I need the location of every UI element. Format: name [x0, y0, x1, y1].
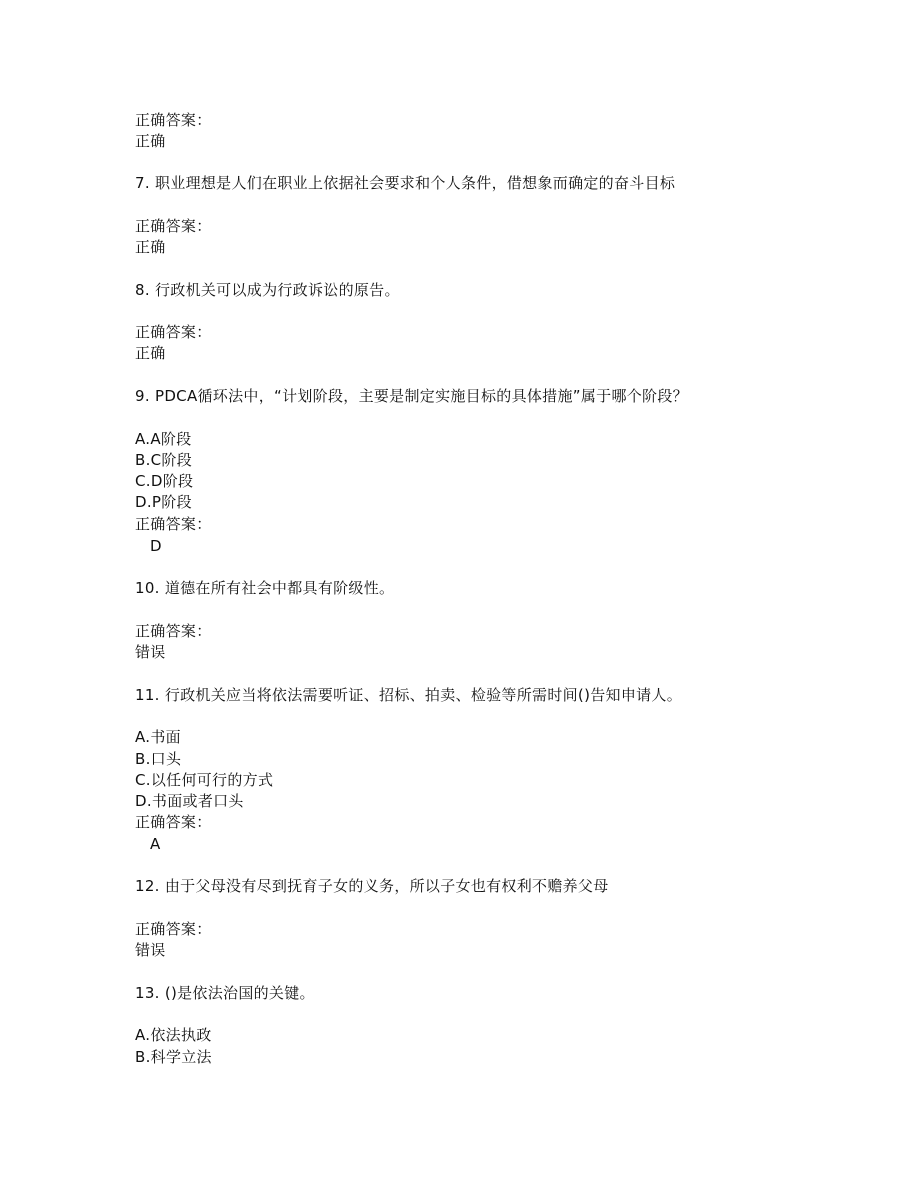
answer-label: 正确答案：	[135, 920, 212, 938]
answer-value: 正确	[135, 344, 166, 362]
question-7: 7. 职业理想是人们在职业上依据社会要求和个人条件，借想象而确定的奋斗目标	[135, 174, 676, 192]
answer-label: 正确答案：	[135, 622, 212, 640]
option-b: B.口头	[135, 750, 182, 768]
answer-value: 错误	[135, 941, 166, 959]
question-8: 8. 行政机关可以成为行政诉讼的原告。	[135, 281, 400, 299]
question-9: 9. PDCA循环法中，“计划阶段，主要是制定实施目标的具体措施”属于哪个阶段？	[135, 387, 688, 405]
answer-value: 正确	[135, 238, 166, 256]
answer-value: 错误	[135, 643, 166, 661]
answer-label: 正确答案：	[135, 217, 212, 235]
option-c: C.以任何可行的方式	[135, 771, 274, 789]
question-10: 10. 道德在所有社会中都具有阶级性。	[135, 579, 395, 597]
answer-label: 正确答案：	[135, 515, 212, 533]
answer-label: 正确答案：	[135, 323, 212, 341]
answer-value: D	[150, 537, 162, 555]
question-11: 11. 行政机关应当将依法需要听证、招标、拍卖、检验等所需时间()告知申请人。	[135, 686, 683, 704]
option-a: A.书面	[135, 728, 181, 746]
option-a: A.A阶段	[135, 430, 192, 448]
option-d: D.书面或者口头	[135, 792, 244, 810]
answer-label: 正确答案：	[135, 813, 212, 831]
option-b: B.科学立法	[135, 1048, 212, 1066]
option-b: B.C阶段	[135, 451, 193, 469]
question-13: 13. ()是依法治国的关键。	[135, 984, 315, 1002]
option-a: A.依法执政	[135, 1026, 212, 1044]
question-12: 12. 由于父母没有尽到抚育子女的义务，所以子女也有权利不赡养父母	[135, 877, 609, 895]
answer-value: A	[150, 835, 161, 853]
option-d: D.P阶段	[135, 493, 192, 511]
option-c: C.D阶段	[135, 472, 194, 490]
answer-value: 正确	[135, 132, 166, 150]
answer-label: 正确答案：	[135, 111, 212, 129]
